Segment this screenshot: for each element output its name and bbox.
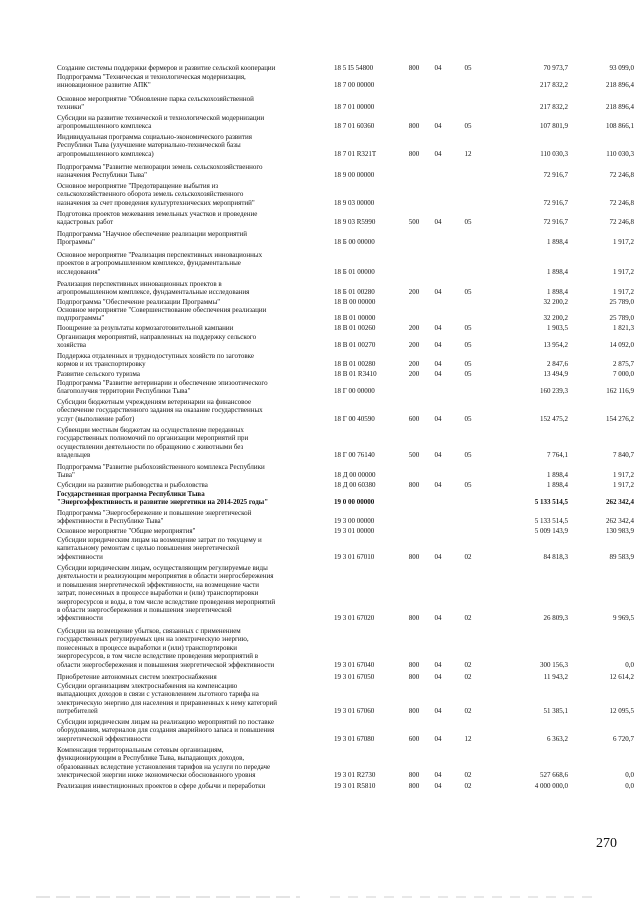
code-cell: 19 3 01 00000: [334, 527, 375, 535]
amount-year1-cell: 107 801,9: [540, 122, 568, 131]
row-description: [57, 782, 330, 790]
description-line: агропромышленном комплексе, фундаментальные исследования: [57, 288, 250, 297]
description-line: Субвенции местным бюджетам на осуществление переданных: [57, 426, 244, 434]
code-cell: 18 В 01 00280: [334, 360, 376, 369]
amount-year2-cell: 72 246,8: [609, 198, 634, 207]
expense-type-cell: 200: [408, 360, 420, 369]
description-line: эффективности: [57, 614, 103, 623]
amount-year1-cell: 110 030,3: [540, 149, 568, 158]
subsection-cell: 02: [464, 614, 472, 623]
row-description: [57, 426, 330, 460]
code-cell: 18 Б 01 00000: [334, 267, 375, 276]
description-line: Основное мероприятие "Общие мероприятия": [57, 527, 196, 535]
row-description: [57, 163, 330, 180]
subsection-cell: 05: [464, 64, 472, 72]
description-line: владельцев: [57, 451, 91, 460]
subsection-cell: 12: [464, 149, 472, 158]
amount-year1-cell: 1 903,5: [547, 324, 568, 332]
amount-year1-cell: 32 200,2: [543, 298, 568, 306]
code-cell: 19 0 00 00000: [334, 498, 375, 507]
expense-type-cell: 200: [408, 288, 420, 297]
description-line: Подпрограмма "Развитие ветеринарии и обеспечение эпизоотического: [57, 379, 268, 387]
expense-type-cell: 800: [408, 782, 420, 790]
expense-type-cell: 800: [408, 122, 420, 131]
description-line: Субсидии на развитие рыбоводства и рыболовства: [57, 481, 208, 489]
subsection-cell: 05: [464, 370, 472, 378]
amount-year1-cell: 32 200,2: [543, 314, 568, 323]
row-description: [57, 627, 330, 669]
description-line: Поддержка отдаленных и труднодоступных хозяйств по заготовке: [57, 352, 254, 360]
code-cell: 18 7 01 00000: [334, 103, 375, 112]
subsection-cell: 12: [464, 734, 472, 743]
code-cell: 19 3 00 00000: [334, 517, 375, 526]
description-line: выпадающих доходов в связи с установлением льготного тарифа на: [57, 690, 259, 699]
amount-year1-cell: 217 832,2: [540, 103, 568, 112]
code-cell: 18 Г 00 76140: [334, 451, 375, 460]
amount-year1-cell: 11 943,2: [543, 673, 568, 681]
row-description: [57, 73, 330, 90]
description-line: Компенсация территориальным сетевым организациям,: [57, 746, 224, 754]
code-cell: 18 Г 00 40590: [334, 414, 375, 423]
amount-year2-cell: 218 896,4: [606, 103, 634, 112]
description-line: государственных регулируемых цен на электрическую энергию,: [57, 635, 249, 644]
description-line: Реализация инвестиционных проектов в сфере добычи и переработки: [57, 782, 266, 790]
description-line: кормов и их транспортировку: [57, 360, 146, 369]
description-line: исследования": [57, 267, 101, 276]
description-line: сельскохозяйственного оборота земель сельскохозяйственного: [57, 190, 244, 199]
description-line: Субсидии на возмещение убытков, связанных с применением: [57, 627, 241, 635]
code-cell: 18 9 03 00000: [334, 198, 375, 207]
amount-year1-cell: 51 385,1: [543, 707, 568, 716]
expense-type-cell: 800: [408, 660, 420, 669]
section-cell: 04: [434, 734, 442, 743]
code-cell: 19 3 01 R2730: [334, 771, 376, 780]
section-cell: 04: [434, 122, 442, 131]
amount-year2-cell: 262 342,4: [606, 517, 634, 526]
section-cell: 04: [434, 614, 442, 623]
subsection-cell: 02: [464, 673, 472, 681]
amount-year2-cell: 154 276,2: [606, 414, 634, 423]
description-line: Подпрограмма "Обеспечение реализации Программы": [57, 298, 221, 306]
row-description: [57, 718, 330, 743]
description-line: Субсидии на развитие технической и технологической модернизации: [57, 114, 265, 122]
amount-year1-cell: 5 009 143,9: [534, 527, 568, 535]
subsection-cell: 02: [464, 660, 472, 669]
code-cell: 19 3 01 67010: [334, 552, 375, 561]
subsection-cell: 05: [464, 414, 472, 423]
row-description: [57, 182, 330, 207]
amount-year2-cell: 9 969,5: [613, 614, 634, 623]
amount-year2-cell: 1 917,2: [613, 288, 634, 297]
description-line: Государственная программа Республики Тыва: [57, 490, 205, 498]
row-description: [57, 673, 330, 681]
code-cell: 18 Г 00 00000: [334, 387, 375, 396]
expense-type-cell: 800: [408, 771, 420, 780]
amount-year1-cell: 5 133 514,5: [534, 517, 568, 526]
amount-year2-cell: 0,0: [625, 771, 634, 780]
amount-year1-cell: 160 239,3: [540, 387, 568, 396]
description-line: "Энергоэффективность и развитие энергетики на 2014-2025 годы": [57, 498, 269, 507]
description-line: кадастровых работ: [57, 218, 114, 227]
description-line: Основное мероприятие "Совершенствование обеспечения реализации: [57, 306, 267, 314]
section-cell: 04: [434, 660, 442, 669]
section-cell: 04: [434, 673, 442, 681]
amount-year2-cell: 108 866,1: [606, 122, 634, 131]
description-line: назначения Республики Тыва": [57, 171, 147, 180]
amount-year2-cell: 7 000,0: [613, 370, 634, 378]
code-cell: 18 В 01 R3410: [334, 370, 377, 378]
description-line: понесенных в процессе выработки и (или) транспортировки: [57, 643, 237, 652]
description-line: Субсидии организациям электроснабжения на компенсацию: [57, 682, 238, 690]
amount-year2-cell: 1 917,2: [613, 238, 634, 247]
subsection-cell: 02: [464, 707, 472, 716]
row-description: [57, 536, 330, 561]
amount-year1-cell: 70 973,7: [543, 64, 568, 72]
expense-type-cell: 800: [408, 64, 420, 72]
amount-year1-cell: 72 916,7: [543, 171, 568, 180]
description-line: назначения за счет проведения культуртехнических мероприятий": [57, 198, 255, 207]
expense-type-cell: 800: [408, 481, 420, 489]
amount-year1-cell: 1 898,4: [547, 471, 568, 480]
amount-year2-cell: 1 917,2: [613, 471, 634, 480]
amount-year2-cell: 110 030,3: [606, 149, 634, 158]
subsection-cell: 05: [464, 451, 472, 460]
description-line: оборудования, материалов для создания аварийного запаса и повышения: [57, 726, 275, 735]
amount-year2-cell: 25 789,0: [609, 314, 634, 323]
description-line: государственных полномочий по организации мероприятий при: [57, 434, 249, 443]
row-description: [57, 398, 330, 423]
amount-year1-cell: 1 898,4: [547, 288, 568, 297]
amount-year1-cell: 6 363,2: [547, 734, 568, 743]
amount-year2-cell: 93 099,0: [609, 64, 634, 72]
code-cell: 19 3 01 67080: [334, 734, 375, 743]
subsection-cell: 05: [464, 122, 472, 131]
description-line: эффективности: [57, 552, 103, 561]
code-cell: 18 7 01 60360: [334, 122, 375, 131]
description-line: Подпрограмма "Научное обеспечение реализации мероприятий: [57, 230, 247, 238]
amount-year2-cell: 12 614,2: [609, 673, 634, 681]
description-line: Подпрограмма "Развитие рыбохозяйственного комплекса Республики: [57, 463, 265, 471]
expense-type-cell: 800: [408, 673, 420, 681]
description-line: и повышения энергетической эффективности, на возмещение части: [57, 580, 260, 589]
amount-year2-cell: 162 116,9: [606, 387, 634, 396]
description-line: агропромышленного комплекса: [57, 122, 152, 131]
section-cell: 04: [434, 324, 442, 332]
amount-year2-cell: 2 875,7: [613, 360, 634, 369]
section-cell: 04: [434, 414, 442, 423]
code-cell: 19 3 01 67060: [334, 707, 375, 716]
row-description: [57, 133, 330, 158]
subsection-cell: 02: [464, 782, 472, 790]
section-cell: 04: [434, 149, 442, 158]
amount-year1-cell: 13 954,2: [543, 341, 568, 350]
amount-year2-cell: 7 840,7: [613, 451, 634, 460]
amount-year1-cell: 5 133 514,5: [534, 498, 568, 507]
description-line: услуг (выполнение работ): [57, 414, 135, 423]
description-line: функционирующим в Республике Тыва, выпадающих доходов,: [57, 754, 245, 763]
amount-year2-cell: 6 720,7: [613, 734, 634, 743]
amount-year2-cell: 1 917,2: [613, 267, 634, 276]
description-line: обеспечение государственного задания на оказание государственных: [57, 406, 263, 415]
description-line: Субсидии юридическим лицам, осуществляющим регулируемые виды: [57, 564, 268, 572]
row-description: [57, 280, 330, 297]
section-cell: 04: [434, 370, 442, 378]
row-description: [57, 463, 330, 480]
description-line: благополучия территории Республики Тыва": [57, 387, 191, 396]
description-line: подпрограммы": [57, 314, 105, 323]
code-cell: 18 Д 00 00000: [334, 471, 376, 480]
row-description: [57, 210, 330, 227]
row-description: [57, 230, 330, 247]
code-cell: 19 3 01 67050: [334, 673, 375, 681]
row-description: [57, 251, 330, 276]
scan-artifact-line: [0, 893, 640, 901]
amount-year2-cell: 72 246,8: [609, 218, 634, 227]
description-line: Подпрограмма "Энергосбережение и повышение энергетической: [57, 509, 252, 517]
row-description: [57, 370, 330, 378]
amount-year1-cell: 1 898,4: [547, 238, 568, 247]
subsection-cell: 05: [464, 360, 472, 369]
description-line: Поощрение за результаты кормозаготовительной кампании: [57, 324, 234, 332]
code-cell: 18 Б 01 00280: [334, 288, 375, 297]
description-line: проектов в агропромышленном комплексе, фундаментальные: [57, 259, 241, 268]
description-line: техники": [57, 103, 85, 112]
code-cell: 18 5 I5 54800: [334, 64, 374, 72]
code-cell: 18 Д 00 60380: [334, 481, 376, 489]
description-line: Основное мероприятие "Предотвращение выбытия из: [57, 182, 219, 190]
amount-year1-cell: 4 000 000,0: [534, 782, 568, 790]
section-cell: 04: [434, 552, 442, 561]
amount-year1-cell: 72 916,7: [543, 218, 568, 227]
description-line: эффективности в Республике Тыва": [57, 517, 164, 526]
description-line: энергетической эффективности: [57, 734, 151, 743]
subsection-cell: 05: [464, 288, 472, 297]
row-description: [57, 527, 330, 535]
expense-type-cell: 800: [408, 614, 420, 623]
expense-type-cell: 800: [408, 149, 420, 158]
row-description: [57, 333, 330, 350]
description-line: электрической энергии ниже экономически обоснованного уровня: [57, 771, 256, 780]
description-line: энергоресурсов и воды, в том числе вследствие проведения мероприятий: [57, 597, 276, 606]
amount-year1-cell: 527 668,6: [540, 771, 568, 780]
section-cell: 04: [434, 707, 442, 716]
amount-year2-cell: 0,0: [625, 782, 634, 790]
description-line: Программы": [57, 238, 95, 247]
row-description: [57, 95, 330, 112]
row-description: [57, 306, 330, 323]
code-cell: 18 9 00 00000: [334, 171, 375, 180]
amount-year1-cell: 1 898,4: [547, 267, 568, 276]
description-line: агропромышленного комплекса): [57, 149, 154, 158]
amount-year2-cell: 89 583,9: [609, 552, 634, 561]
expense-type-cell: 200: [408, 370, 420, 378]
description-line: в области энергосбережения и повышения энергетической: [57, 606, 232, 615]
section-cell: 04: [434, 782, 442, 790]
row-description: [57, 481, 330, 489]
row-description: [57, 564, 330, 623]
section-cell: 04: [434, 341, 442, 350]
amount-year1-cell: 152 475,2: [540, 414, 568, 423]
description-line: Республики Тыва (улучшение материально-технической базы: [57, 141, 241, 150]
row-description: [57, 324, 330, 332]
section-cell: 04: [434, 218, 442, 227]
amount-year2-cell: 0,0: [625, 660, 634, 669]
row-description: [57, 746, 330, 780]
row-description: [57, 352, 330, 369]
amount-year2-cell: 72 246,8: [609, 171, 634, 180]
row-description: [57, 490, 330, 507]
section-cell: 04: [434, 451, 442, 460]
expense-type-cell: 200: [408, 341, 420, 350]
expense-type-cell: 600: [408, 734, 420, 743]
amount-year2-cell: 14 092,0: [609, 341, 634, 350]
code-cell: 19 3 01 67020: [334, 614, 375, 623]
description-line: Тыва": [57, 471, 75, 480]
code-cell: 18 7 00 00000: [334, 81, 375, 90]
description-line: Субсидии юридическим лицам на возмещение затрат по текущему и: [57, 536, 262, 544]
amount-year2-cell: 130 983,9: [606, 527, 634, 535]
expense-type-cell: 500: [408, 451, 420, 460]
expense-type-cell: 800: [408, 552, 420, 561]
amount-year2-cell: 25 789,0: [609, 298, 634, 306]
description-line: области энергосбережения и повышения энергетической эффективности: [57, 660, 275, 669]
subsection-cell: 02: [464, 771, 472, 780]
description-line: Индивидуальная программа социально-экономического развития: [57, 133, 252, 141]
amount-year1-cell: 1 898,4: [547, 481, 568, 489]
description-line: Создание системы поддержки фермеров и развитие сельской кооперации: [57, 64, 276, 72]
amount-year2-cell: 262 342,4: [606, 498, 634, 507]
description-line: осуществлении деятельности по обращению с животными без: [57, 442, 244, 451]
expense-type-cell: 600: [408, 414, 420, 423]
subsection-cell: 05: [464, 218, 472, 227]
amount-year1-cell: 72 916,7: [543, 198, 568, 207]
description-line: электрическую энергию для населения и приравненных к нему категорий: [57, 698, 278, 707]
subsection-cell: 05: [464, 341, 472, 350]
subsection-cell: 02: [464, 552, 472, 561]
expense-type-cell: 200: [408, 324, 420, 332]
amount-year2-cell: 218 896,4: [606, 81, 634, 90]
amount-year1-cell: 84 818,3: [543, 552, 568, 561]
subsection-cell: 05: [464, 324, 472, 332]
amount-year1-cell: 26 809,3: [543, 614, 568, 623]
section-cell: 04: [434, 481, 442, 489]
row-description: [57, 509, 330, 526]
amount-year1-cell: 300 156,3: [540, 660, 568, 669]
row-description: [57, 114, 330, 131]
code-cell: 18 В 00 00000: [334, 298, 376, 306]
section-cell: 04: [434, 360, 442, 369]
description-line: деятельности и реализующим мероприятия в области энергосбережения: [57, 572, 274, 581]
code-cell: 18 7 01 R321T: [334, 149, 377, 158]
description-line: Основное мероприятие "Обновление парка сельскохозяйственной: [57, 95, 254, 103]
section-cell: 04: [434, 288, 442, 297]
description-line: Субсидии бюджетным учреждениям ветеринарии на финансовое: [57, 398, 252, 406]
row-description: [57, 64, 330, 72]
amount-year2-cell: 12 095,5: [609, 707, 634, 716]
description-line: Развитие сельского туризма: [57, 370, 140, 378]
subsection-cell: 05: [464, 481, 472, 489]
row-description: [57, 379, 330, 396]
amount-year1-cell: 13 494,9: [543, 370, 568, 378]
description-line: Приобретение автономных систем электроснабжения: [57, 673, 217, 681]
code-cell: 19 3 01 67040: [334, 660, 375, 669]
code-cell: 18 9 03 R5990: [334, 218, 376, 227]
page-number: 270: [596, 836, 617, 851]
amount-year2-cell: 1 821,3: [613, 324, 634, 332]
description-line: Подпрограмма "Развитие мелиорации земель сельскохозяйственного: [57, 163, 263, 171]
code-cell: 18 В 01 00270: [334, 341, 376, 350]
description-line: Организация мероприятий, направленных на поддержку сельского: [57, 333, 257, 341]
section-cell: 04: [434, 64, 442, 72]
row-description: [57, 682, 330, 716]
description-line: затрат, понесенных в процессе выработки и (или) транспортировки: [57, 589, 259, 598]
amount-year2-cell: 1 917,2: [613, 481, 634, 489]
description-line: Субсидии юридическим лицам на реализацию мероприятий по поставке: [57, 718, 274, 726]
code-cell: 18 В 01 00260: [334, 324, 376, 332]
section-cell: 04: [434, 771, 442, 780]
code-cell: 18 В 01 00000: [334, 314, 376, 323]
amount-year1-cell: 217 832,2: [540, 81, 568, 90]
description-line: энергоресурсов, в том числе вследствие проведения мероприятий в: [57, 652, 259, 661]
description-line: Подготовка проектов межевания земельных участков и проведение: [57, 210, 258, 218]
expense-type-cell: 800: [408, 707, 420, 716]
description-line: Реализация перспективных инновационных проектов в: [57, 280, 222, 288]
description-line: образованных вследствие установления тарифов на услуги по передаче: [57, 762, 271, 771]
amount-year1-cell: 2 847,6: [547, 360, 568, 369]
code-cell: 19 3 01 R5810: [334, 782, 376, 790]
description-line: хозяйства: [57, 341, 86, 350]
description-line: капитальному ремонтам с целью повышения энергетической: [57, 544, 240, 553]
description-line: инновационное развитие АПК": [57, 81, 151, 90]
description-line: Подпрограмма "Техническая и технологическая модернизация,: [57, 73, 246, 81]
expense-type-cell: 500: [408, 218, 420, 227]
amount-year1-cell: 7 764,1: [547, 451, 568, 460]
code-cell: 18 Б 00 00000: [334, 238, 375, 247]
description-line: потребителей: [57, 707, 98, 716]
description-line: Основное мероприятие "Реализация перспективных инновационных: [57, 251, 263, 259]
